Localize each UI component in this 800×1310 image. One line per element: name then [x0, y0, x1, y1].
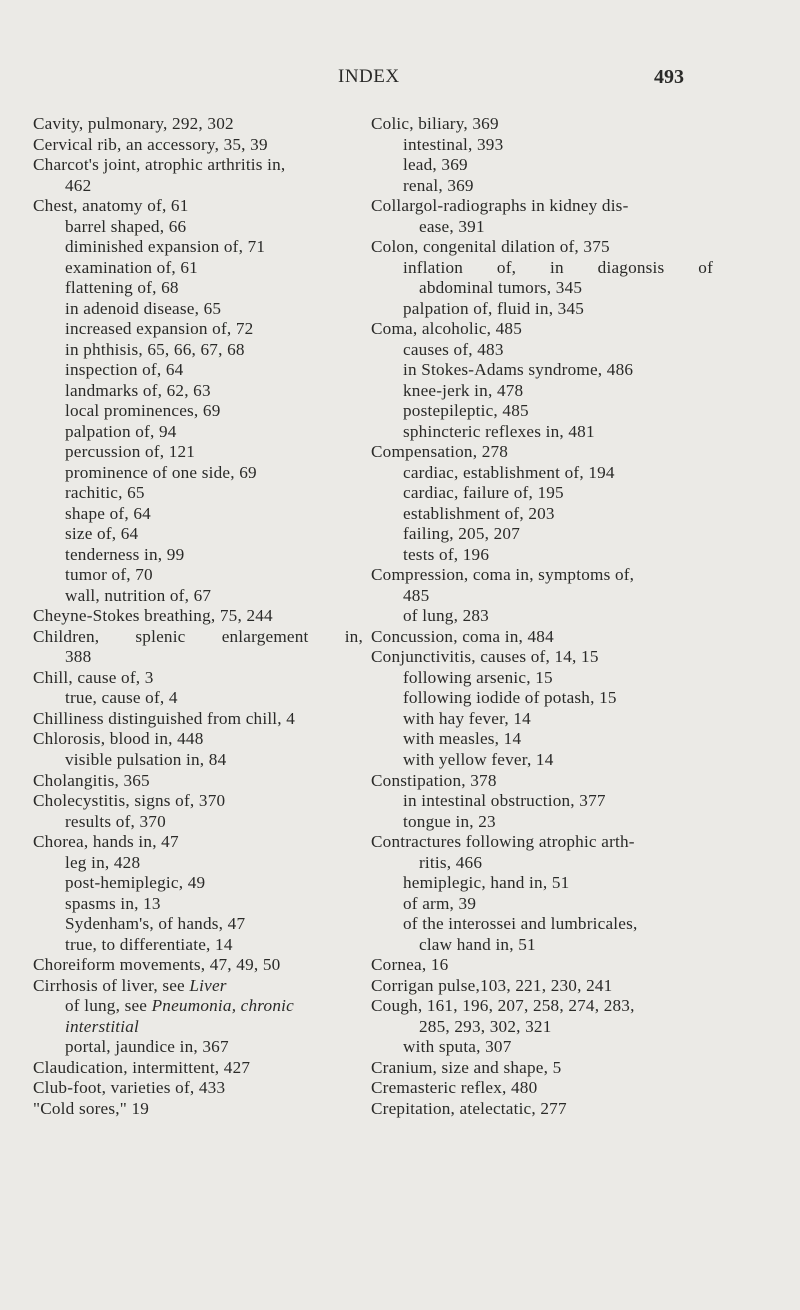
index-subentry	[371, 483, 713, 504]
entry-text: Cough, 161, 196, 207, 258, 274, 283,	[371, 996, 635, 1016]
index-entry	[371, 237, 713, 258]
index-subentry	[33, 873, 363, 894]
index-subentry	[33, 319, 363, 340]
index-subentry	[371, 750, 713, 771]
cross-reference: Liver	[189, 975, 227, 995]
entry-text: Club-foot, varieties of, 433	[33, 1078, 226, 1098]
index-subentry	[371, 853, 713, 874]
entry-text: Cavity, pulmonary, 292, 302	[33, 114, 234, 133]
entry-text: "Cold sores," 19	[33, 1098, 150, 1118]
index-subentry	[33, 996, 363, 1017]
entry-text: 285, 293, 302, 321	[419, 1016, 552, 1036]
index-subentry	[371, 791, 713, 812]
index-subentry	[371, 1017, 713, 1038]
index-entry	[371, 114, 713, 135]
entry-text: knee-jerk in, 478	[403, 380, 524, 400]
entry-text: Cranium, size and shape, 5	[371, 1057, 562, 1077]
entry-text: Claudication, intermittent, 427	[33, 1057, 251, 1077]
cross-reference: interstitial	[65, 1016, 140, 1036]
entry-text: cardiac, establishment of, 194	[403, 462, 615, 482]
entry-text: Constipation, 378	[371, 770, 497, 790]
entry-text: barrel shaped, 66	[65, 216, 187, 236]
entry-text: tenderness in, 99	[65, 544, 185, 564]
entry-text: Cornea, 16	[371, 955, 449, 975]
entry-text: landmarks of, 62, 63	[65, 380, 211, 400]
page-number: 493	[654, 66, 684, 88]
entry-text: of arm, 39	[403, 893, 477, 913]
index-subentry	[33, 278, 363, 299]
index-entry	[371, 647, 713, 668]
entry-text: 462	[65, 175, 92, 195]
index-subentry	[33, 504, 363, 525]
entry-text: examination of, 61	[65, 257, 198, 277]
entry-text: 485	[403, 585, 430, 605]
entry-text: Corrigan pulse,103, 221, 230, 241	[371, 975, 613, 995]
index-entry	[371, 996, 713, 1017]
entry-text: with yellow fever, 14	[403, 749, 554, 769]
index-subentry	[33, 853, 363, 874]
index-entry	[33, 668, 363, 689]
index-subentry	[371, 422, 713, 443]
index-subentry	[33, 750, 363, 771]
index-entry	[33, 976, 363, 997]
index-subentry	[371, 299, 713, 320]
index-subentry	[33, 483, 363, 504]
index-entry	[33, 1099, 363, 1120]
index-entry	[33, 606, 363, 627]
index-entry	[371, 319, 713, 340]
index-subentry	[371, 729, 713, 750]
entry-text: inspection of, 64	[65, 360, 184, 380]
entry-text: Cirrhosis of liver, see	[33, 975, 190, 995]
index-subentry	[371, 217, 713, 238]
entry-text: Chorea, hands in, 47	[33, 832, 179, 852]
entry-text: Chlorosis, blood in, 448	[33, 729, 204, 749]
entry-text: Chest, anatomy of, 61	[33, 196, 189, 216]
index-subentry	[33, 894, 363, 915]
entry-text: establishment of, 203	[403, 503, 555, 523]
index-subentry	[371, 340, 713, 361]
entry-text: shape of, 64	[65, 503, 151, 523]
index-subentry	[33, 360, 363, 381]
index-subentry	[33, 463, 363, 484]
entry-text: following iodide of potash, 15	[403, 688, 617, 708]
entry-text: rachitic, 65	[65, 483, 145, 503]
entry-text: Cholangitis, 365	[33, 770, 150, 790]
entry-text: sphincteric reflexes in, 481	[403, 421, 595, 441]
index-entry	[33, 135, 363, 156]
index-entry	[33, 791, 363, 812]
index-subentry	[33, 565, 363, 586]
entry-text: Compensation, 278	[371, 442, 509, 462]
entry-text: in adenoid disease, 65	[65, 298, 222, 318]
index-entry	[33, 196, 363, 217]
cross-reference: Pneumonia, chronic	[151, 996, 294, 1016]
index-entry	[33, 1058, 363, 1079]
entry-text: palpation of, fluid in, 345	[403, 298, 585, 318]
index-subentry	[33, 217, 363, 238]
entry-text: true, cause of, 4	[65, 688, 178, 708]
index-subentry	[371, 668, 713, 689]
entry-text: increased expansion of, 72	[65, 319, 254, 339]
entry-text: Sydenham's, of hands, 47	[65, 914, 246, 934]
entry-text: 388	[65, 647, 92, 667]
index-subentry	[371, 463, 713, 484]
entry-text: causes of, 483	[403, 339, 504, 359]
entry-text: visible pulsation in, 84	[65, 749, 227, 769]
index-subentry	[371, 524, 713, 545]
index-subentry	[33, 299, 363, 320]
index-entry	[33, 832, 363, 853]
entry-text: Colon, congenital dilation of, 375	[371, 237, 610, 257]
index-subentry	[371, 586, 713, 607]
index-entry	[371, 1099, 713, 1120]
index-subentry	[371, 873, 713, 894]
index-subentry	[33, 442, 363, 463]
entry-text: in intestinal obstruction, 377	[403, 791, 606, 811]
entry-text: size of, 64	[65, 524, 139, 544]
index-subentry	[371, 278, 713, 299]
entry-text: Colic, biliary, 369	[371, 114, 499, 133]
index-subentry	[33, 914, 363, 935]
entry-text: Chill, cause of, 3	[33, 667, 154, 687]
entry-text: Coma, alcoholic, 485	[371, 319, 523, 339]
index-subentry	[371, 135, 713, 156]
entry-text: of lung, 283	[403, 606, 489, 626]
entry-text: tests of, 196	[403, 544, 490, 564]
entry-text: ease, 391	[419, 216, 485, 236]
index-column-right	[371, 114, 713, 1119]
index-subentry	[33, 237, 363, 258]
entry-text: percussion of, 121	[65, 442, 196, 462]
index-entry	[33, 955, 363, 976]
entry-text: spasms in, 13	[65, 893, 161, 913]
entry-text: wall, nutrition of, 67	[65, 585, 212, 605]
index-subentry	[371, 709, 713, 730]
index-entry	[371, 832, 713, 853]
entry-text: renal, 369	[403, 175, 474, 195]
entry-text: Choreiform movements, 47, 49, 50	[33, 955, 281, 975]
index-subentry	[33, 935, 363, 956]
entry-text: claw hand in, 51	[419, 934, 536, 954]
index-subentry	[371, 606, 713, 627]
index-subentry	[33, 422, 363, 443]
entry-text: leg in, 428	[65, 852, 141, 872]
index-subentry	[371, 401, 713, 422]
index-entry	[371, 771, 713, 792]
index-entry	[371, 976, 713, 997]
index-entry	[371, 1058, 713, 1079]
entry-text: Compression, coma in, symptoms of,	[371, 565, 635, 585]
index-subentry	[33, 258, 363, 279]
index-subentry	[371, 504, 713, 525]
entry-text: Cervical rib, an accessory, 35, 39	[33, 134, 268, 154]
entry-text: tongue in, 23	[403, 811, 496, 831]
entry-text: Cheyne-Stokes breathing, 75, 244	[33, 606, 273, 626]
entry-text: results of, 370	[65, 811, 166, 831]
index-entry	[33, 729, 363, 750]
entry-text: with sputa, 307	[403, 1037, 512, 1057]
entry-text: postepileptic, 485	[403, 401, 529, 421]
index-entry	[371, 442, 713, 463]
entry-text: Chilliness distinguished from chill, 4	[33, 708, 296, 728]
index-entry	[33, 155, 363, 176]
entry-text: ritis, 466	[419, 852, 483, 872]
index-subentry	[371, 176, 713, 197]
entry-text: Cremasteric reflex, 480	[371, 1078, 538, 1098]
entry-text: failing, 205, 207	[403, 524, 521, 544]
entry-text: lead, 369	[403, 155, 468, 175]
index-entry	[33, 771, 363, 792]
index-subentry	[33, 1037, 363, 1058]
entry-text: of the interossei and lumbricales,	[403, 914, 638, 934]
index-subentry	[371, 381, 713, 402]
index-subentry	[33, 688, 363, 709]
index-subentry	[371, 545, 713, 566]
entry-text: diminished expansion of, 71	[65, 237, 266, 257]
entry-text: Charcot's joint, atrophic arthritis in,	[33, 155, 286, 175]
index-entry	[371, 1078, 713, 1099]
index-subentry	[33, 545, 363, 566]
index-subentry	[33, 1017, 363, 1038]
index-entry: Children, splenic enlargement in,	[33, 626, 363, 646]
entry-text: in Stokes-Adams syndrome, 486	[403, 360, 634, 380]
index-entry	[371, 196, 713, 217]
entry-text: Collargol-radiographs in kidney dis-	[371, 196, 629, 216]
entry-text: with hay fever, 14	[403, 708, 531, 728]
index-subentry: inflation of, in diagonsis of	[403, 257, 713, 277]
entry-text: abdominal tumors, 345	[419, 278, 583, 298]
index-entry	[33, 709, 363, 730]
index-subentry	[33, 524, 363, 545]
entry-text: Cholecystitis, signs of, 370	[33, 791, 226, 811]
index-subentry	[371, 688, 713, 709]
index-subentry	[371, 914, 713, 935]
entry-text: intestinal, 393	[403, 134, 504, 154]
index-subentry	[33, 401, 363, 422]
entry-text: Concussion, coma in, 484	[371, 626, 554, 646]
entry-text: following arsenic, 15	[403, 667, 553, 687]
running-head-title: INDEX	[338, 66, 400, 87]
index-subentry	[371, 155, 713, 176]
entry-text: flattening of, 68	[65, 278, 179, 298]
entry-text: cardiac, failure of, 195	[403, 483, 564, 503]
index-entry	[33, 114, 363, 135]
index-entry	[33, 1078, 363, 1099]
entry-text: Contractures following atrophic arth-	[371, 832, 635, 852]
index-subentry	[33, 381, 363, 402]
entry-text: Crepitation, atelectatic, 277	[371, 1098, 567, 1118]
index-subentry	[371, 935, 713, 956]
entry-text: of lung, see	[65, 996, 152, 1016]
index-entry	[371, 955, 713, 976]
entry-text: portal, jaundice in, 367	[65, 1037, 229, 1057]
index-subentry	[33, 647, 363, 668]
index-subentry	[33, 176, 363, 197]
index-subentry	[371, 894, 713, 915]
entry-text: in phthisis, 65, 66, 67, 68	[65, 339, 245, 359]
index-subentry	[371, 812, 713, 833]
entry-text: true, to differentiate, 14	[65, 934, 233, 954]
index-subentry	[371, 360, 713, 381]
index-column-left	[33, 114, 363, 1119]
index-subentry	[371, 1037, 713, 1058]
entry-text: post-hemiplegic, 49	[65, 873, 206, 893]
page-header	[0, 66, 800, 96]
index-entry	[371, 565, 713, 586]
entry-text: with measles, 14	[403, 729, 522, 749]
entry-text: local prominences, 69	[65, 401, 221, 421]
entry-text: Conjunctivitis, causes of, 14, 15	[371, 647, 599, 667]
entry-text: tumor of, 70	[65, 565, 153, 585]
index-subentry	[33, 340, 363, 361]
entry-text: hemiplegic, hand in, 51	[403, 873, 570, 893]
index-subentry	[33, 586, 363, 607]
index-subentry	[33, 812, 363, 833]
entry-text: palpation of, 94	[65, 421, 177, 441]
index-entry	[371, 627, 713, 648]
entry-text: prominence of one side, 69	[65, 462, 257, 482]
